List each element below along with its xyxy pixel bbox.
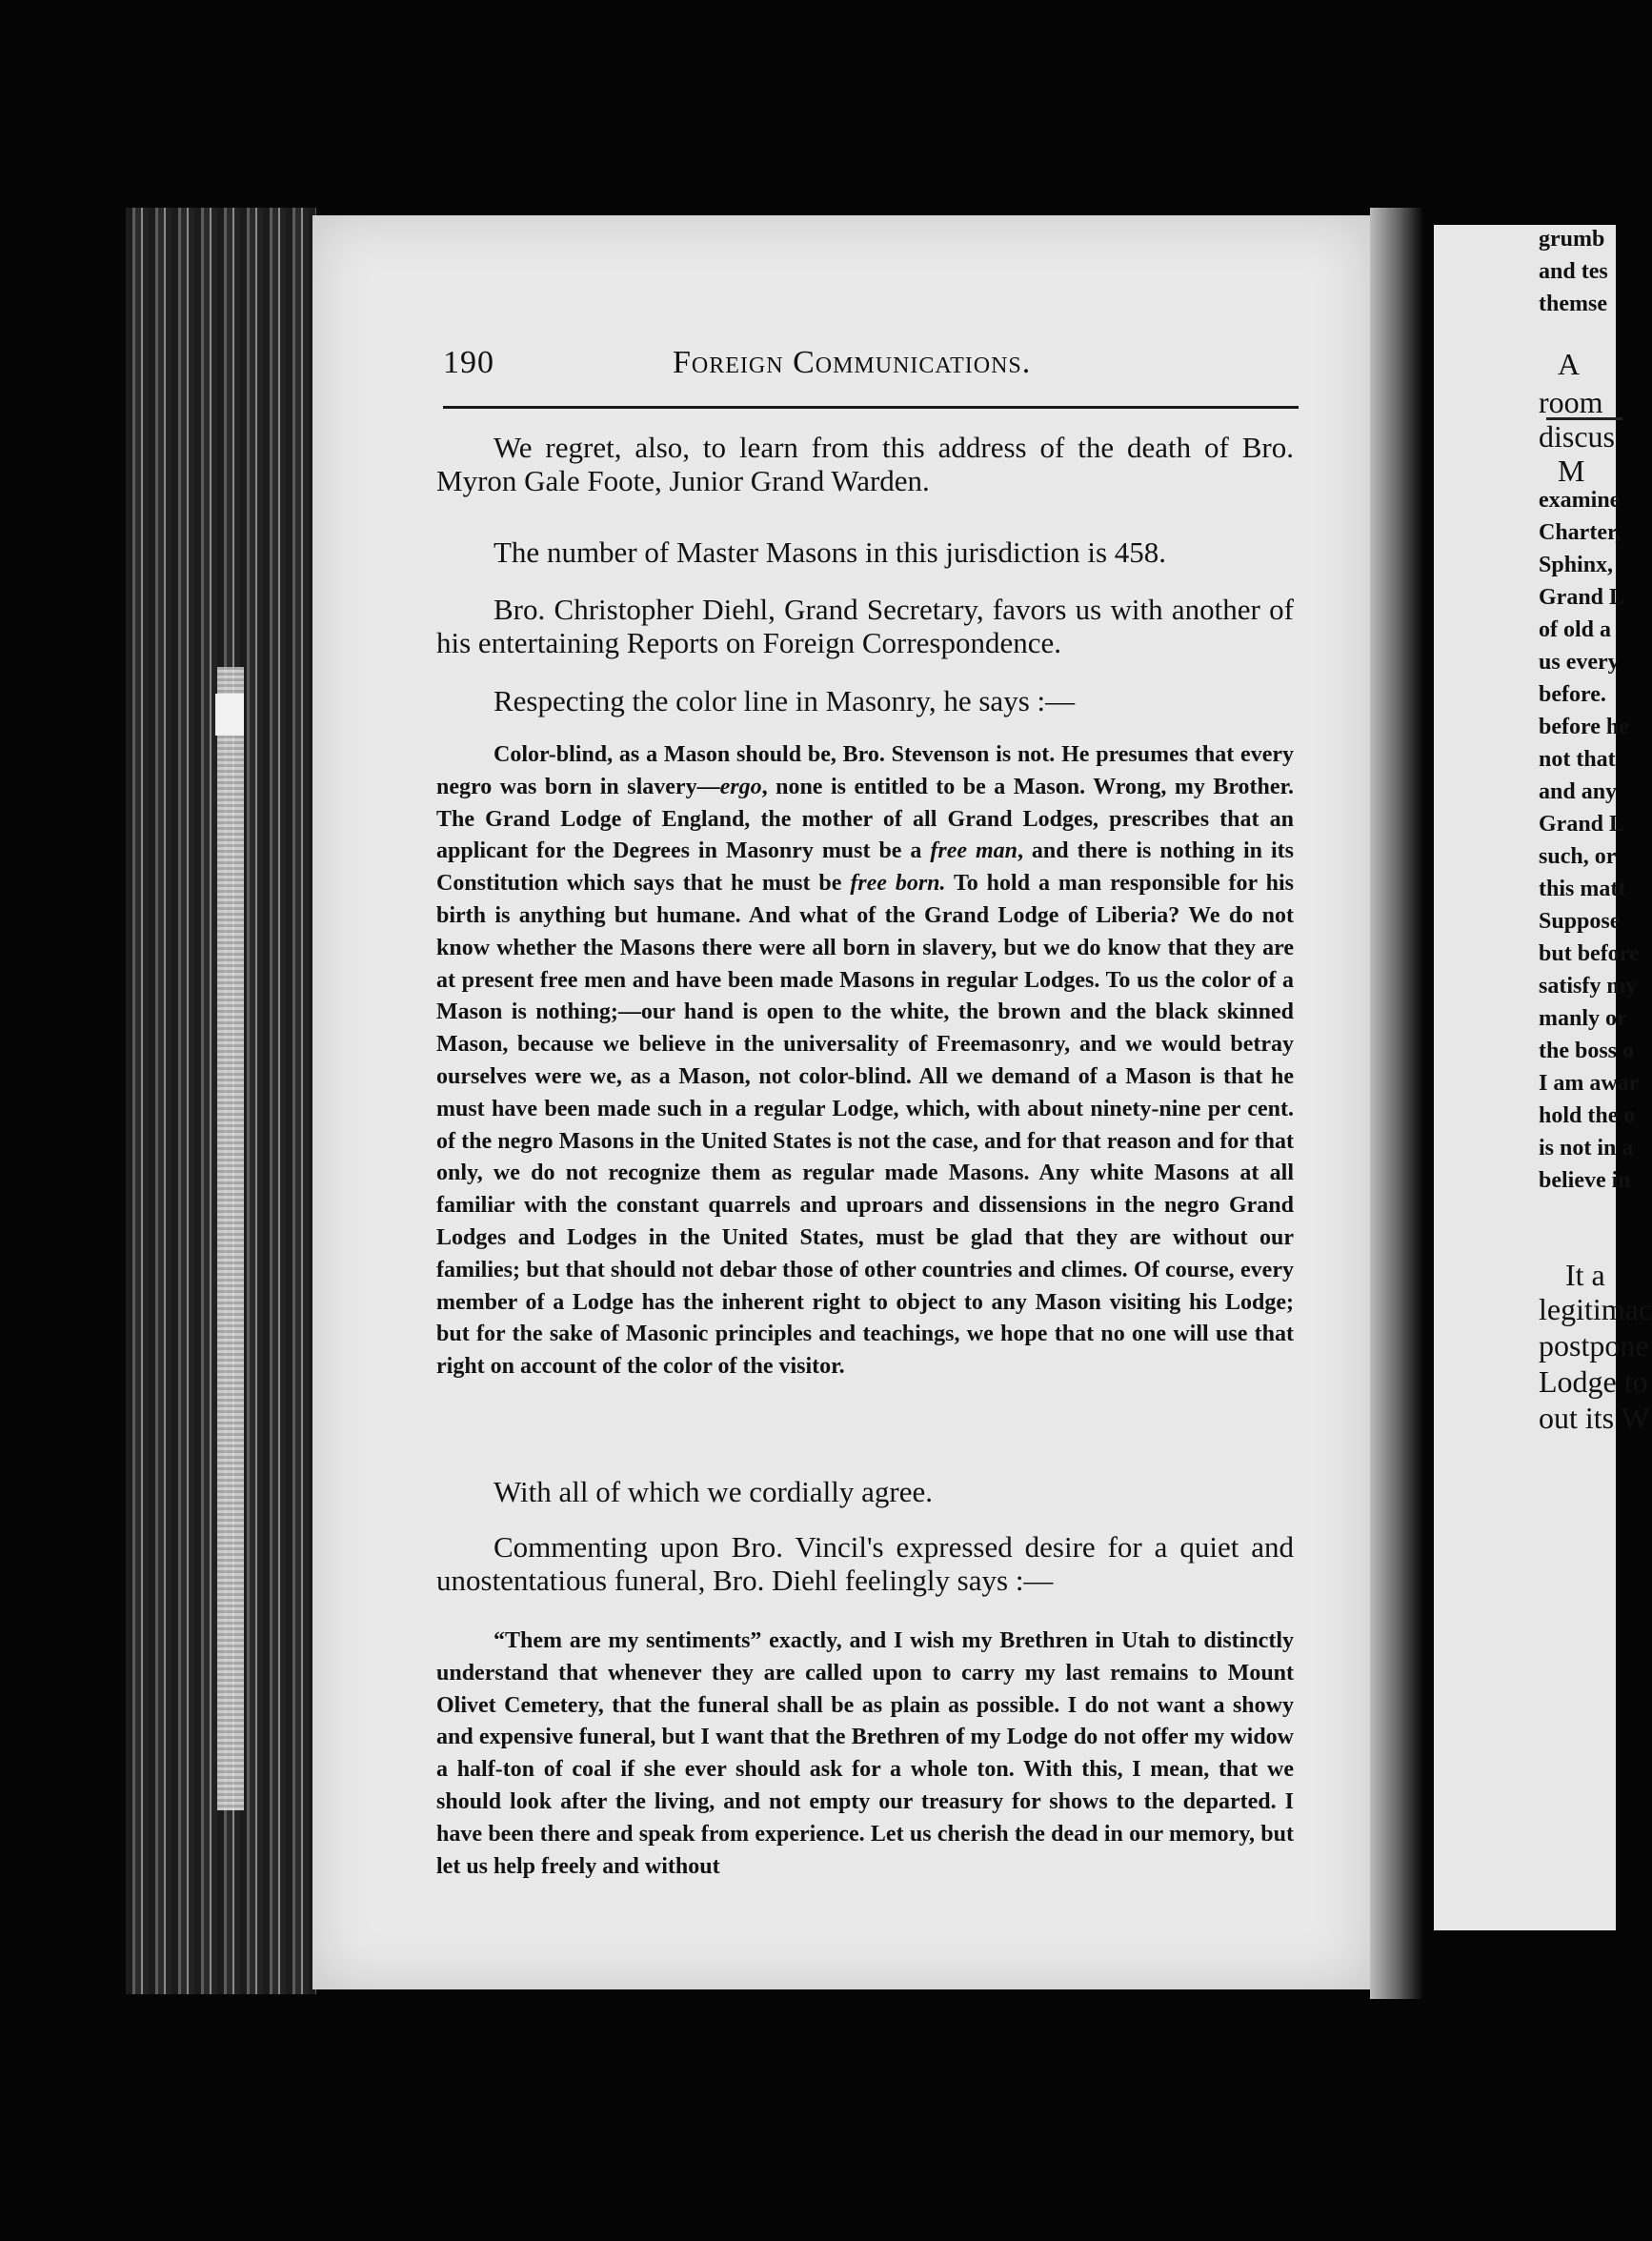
right-page-line: satisfy my — [1539, 974, 1638, 999]
right-page-fragment — [1434, 225, 1652, 1930]
right-page-line-large: postpone — [1539, 1328, 1649, 1363]
paragraph-diehl-report: Bro. Christopher Diehl, Grand Secretary, favors us with another of his entertaining Reports on Foreign Correspondence. — [436, 593, 1294, 659]
right-page-line: believe in — [1539, 1168, 1631, 1193]
header-rule — [443, 406, 1299, 409]
paragraph-funeral-intro: Commenting upon Bro. Vincil's expressed desire for a quiet and unostentatious funeral, Bro. Diehl feelingly says :— — [436, 1530, 1294, 1597]
right-page-line-large: discus — [1539, 419, 1615, 454]
right-page-line: before he — [1539, 715, 1629, 739]
quote-color-blind-text-1: Color-blind, as a Mason should be, Bro. Stevenson is not. He presumes that every negro was born in slavery— — [436, 742, 1294, 799]
right-page-line-large: legitimac — [1539, 1292, 1652, 1326]
right-page-line: Charter, — [1539, 520, 1622, 545]
quote-color-blind — [436, 739, 1294, 1383]
quote-color-blind-free-born: free born. — [850, 871, 946, 897]
quote-color-blind-free-man: free man — [930, 838, 1017, 864]
quote-color-blind-text-2: , none is entitled to be a Mason. Wrong, my Brother. The Grand Lodge of England, the mother of all Grand Lodges, prescribes that an applicant for the Degrees in Masonry must be a — [436, 774, 1294, 864]
right-page-line: hold the o — [1539, 1103, 1636, 1128]
right-page-line: examine — [1539, 488, 1621, 513]
right-page-line: of old a — [1539, 617, 1612, 642]
quote-color-blind-text-4: To hold a man responsible for his birth is anything but humane. And what of the Grand Lodge of Liberia? We do not know whether the Masons there were all born in slavery, but we do know that they are at present free men and have been made Masons in regular Lodges. To us the color of a Mason is nothing;—our hand is open to the white, the brown and the black skinned Mason, because we believe in the universality of Freemasonry, and we would betray ourselves were we, as a Mason, not color-blind. All we demand of a Mason is that he must have been made such in a regular Lodge, which, with about ninety-nine per cent. of the negro Masons in the United States is not the case, and for that reason and for that only, we do not recognize them as regular made Masons. Any white Masons at all familiar with the constant quarrels and uproars and dissensions in the negro Grand Lodges and Lodges in the United States, must be glad that they are without our families; but that should not debar those of other countries and climes. Of course, every member of a Lodge has the inherent right to object to any Mason visiting his Lodge; but for the sake of Masonic principles and teachings, we hope that no one will use that right on account of the color of the visitor. — [436, 871, 1294, 1380]
paragraph-master-masons-count: The number of Master Masons in this jurisdiction is 458. — [494, 535, 1167, 569]
running-head: Foreign Communications. — [673, 345, 1032, 380]
quote-funeral: “Them are my sentiments” exactly, and I wish my Brethren in Utah to distinctly understand that whenever they are called upon to carry my last remains to Mount Olivet Cemetery, that the funeral shall be as plain as possible. I do not want a showy and expensive funeral, but I want that the Brethren of my Lodge do not offer my widow a half-ton of coal if she ever should ask for a whole ton. With this, I mean, that we should look after the living, and not empty our treasury for shows to the departed. I have been there and speak from experience. Let us cherish the dead in our memory, but let us help freely and without — [436, 1628, 1294, 1879]
right-page-line: manly or — [1539, 1006, 1627, 1031]
right-page-line: and any — [1539, 779, 1618, 804]
book-page-stack-light — [217, 667, 244, 1810]
paragraph-agreement: With all of which we cordially agree. — [494, 1475, 933, 1508]
right-page-line: the boss o — [1539, 1039, 1635, 1063]
paragraph-death-notice: We regret, also, to learn from this address of the death of Bro. Myron Gale Foote, Junior Grand Warden. — [436, 431, 1294, 497]
page-number: 190 — [443, 345, 494, 380]
right-page-line: such, or — [1539, 844, 1617, 869]
right-page-line-large: It a — [1565, 1258, 1605, 1292]
right-page-line: Grand L — [1539, 812, 1625, 837]
right-page-line-large: Lodge to — [1539, 1364, 1648, 1399]
right-page-line-large: out its W — [1539, 1401, 1650, 1435]
right-page-line: is not in a — [1539, 1136, 1634, 1161]
right-page-line: Sphinx, — [1539, 553, 1614, 577]
quote-color-blind-ergo: ergo — [719, 774, 762, 799]
right-page-line-large: A — [1558, 347, 1581, 381]
book-gutter — [1370, 208, 1437, 1999]
right-page-line: but before — [1539, 941, 1640, 966]
right-page-line: us every — [1539, 650, 1620, 675]
right-page-line: this matt — [1539, 877, 1626, 901]
right-page-line: grumb — [1539, 227, 1605, 252]
right-page-line: Grand L — [1539, 585, 1625, 610]
paragraph-color-line-intro: Respecting the color line in Masonry, he says :— — [494, 684, 1076, 717]
right-page-line: I am awar — [1539, 1071, 1640, 1096]
right-page-line-large: M — [1558, 454, 1585, 488]
page-tab-marker — [215, 694, 244, 736]
quote-color-blind-text-3: , and there is nothing in its Constitution which says that he must be — [436, 838, 1294, 897]
right-page-line-large: room — [1539, 385, 1603, 419]
right-page-line: before. — [1539, 682, 1606, 707]
right-page-line: and tes — [1539, 259, 1608, 284]
right-page-line: themse — [1539, 292, 1607, 316]
right-page-line: not that — [1539, 747, 1616, 772]
right-page-line: Suppose — [1539, 909, 1621, 934]
